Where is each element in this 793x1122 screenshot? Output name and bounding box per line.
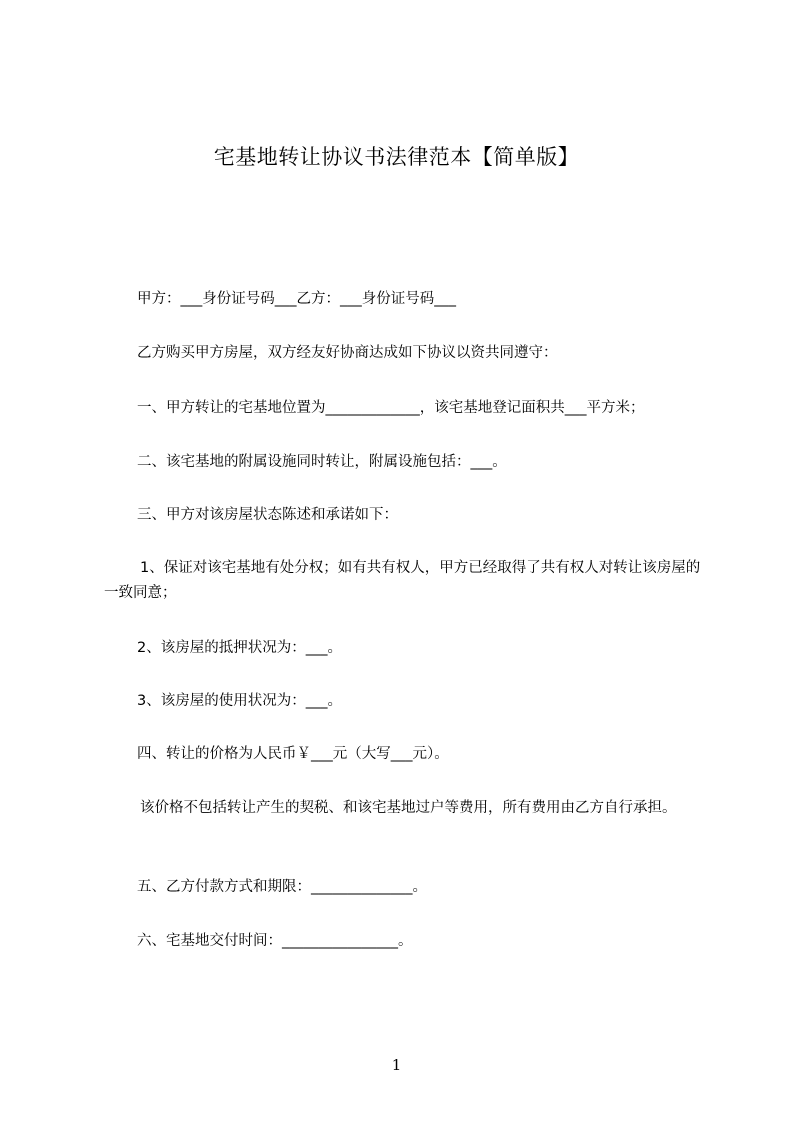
clause-3-heading: 三、甲方对该房屋状态陈述和承诺如下： xyxy=(137,507,398,523)
clause-3-item-3: 3、该房屋的使用状况为：___。 xyxy=(137,693,342,709)
intro-paragraph: 乙方购买甲方房屋，双方经友好协商达成如下协议以资共同遵守： xyxy=(137,345,558,361)
clause-3-item-1: 1、保证对该宅基地有处分权；如有共有权人，甲方已经取得了共有权人对转让该房屋的一致同意； xyxy=(104,560,701,601)
clause-4-note: 该价格不包括转让产生的契税、和该宅基地过户等费用，所有费用由乙方自行承担。 xyxy=(140,800,677,816)
clause-5: 五、乙方付款方式和期限：______________。 xyxy=(137,879,427,895)
clause-6: 六、宅基地交付时间：________________。 xyxy=(137,933,413,949)
clause-1: 一、甲方转让的宅基地位置为_____________，该宅基地登记面积共___平方米； xyxy=(137,400,645,416)
clause-2: 二、该宅基地的附属设施同时转让，附属设施包括：___。 xyxy=(137,454,507,470)
parties-line: 甲方：___身份证号码___乙方：___身份证号码___ xyxy=(137,291,456,307)
document-title: 宅基地转让协议书法律范本【简单版】 xyxy=(213,145,580,169)
clause-4: 四、转让的价格为人民币￥___元（大写___元）。 xyxy=(137,746,449,762)
clause-3-item-2: 2、该房屋的抵押状况为：___。 xyxy=(137,640,342,656)
page-number: 1 xyxy=(391,1056,402,1074)
